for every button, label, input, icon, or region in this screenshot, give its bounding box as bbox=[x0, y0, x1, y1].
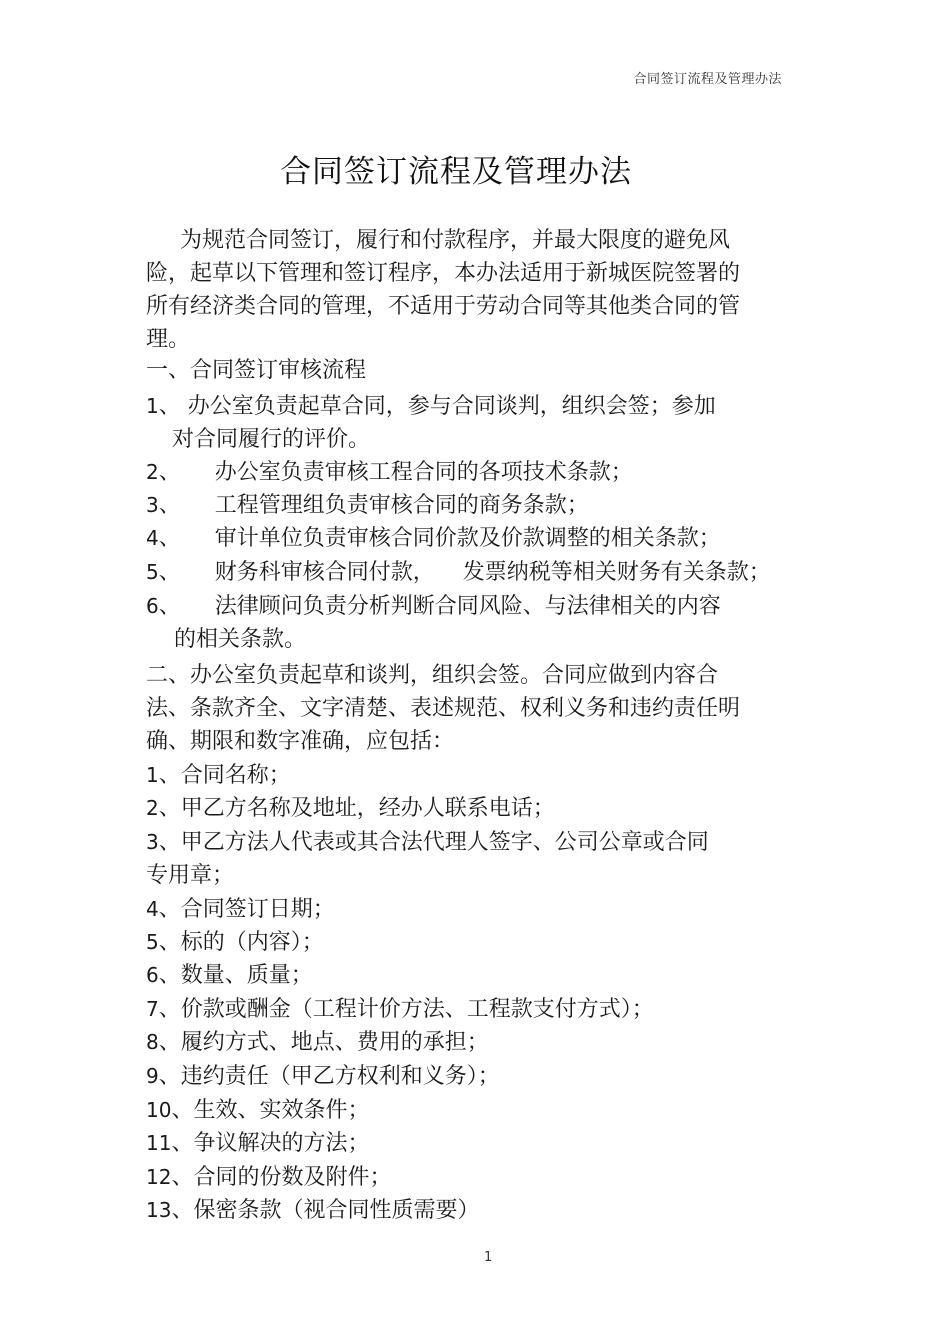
item-text: 、合同签订日期； bbox=[158, 897, 335, 922]
item-number: 10 bbox=[146, 1098, 172, 1122]
item-text-continued: 专用章； bbox=[146, 863, 235, 888]
item-number: 13 bbox=[146, 1198, 172, 1222]
intro-paragraph: 为规范合同签订，履行和付款程序，并最大限度的避免风险，起草以下管理和签订程序，本办法适用于新城医院签署的所有经济类合同的管理，不适用于劳动合同等其他类合同的管理。 bbox=[146, 228, 741, 352]
item-number: 9 bbox=[146, 1064, 159, 1088]
section2-item-6 bbox=[146, 959, 313, 992]
item-text: 、生效、实效条件； bbox=[171, 1098, 370, 1123]
section2-item-11 bbox=[146, 1127, 369, 1160]
item-text: 、合同的份数及附件； bbox=[171, 1165, 392, 1190]
item-number: 3 bbox=[146, 830, 159, 854]
item-text-continued: 对合同履行的评价。 bbox=[172, 427, 371, 452]
item-text: 、价款或酬金（工程计价方法、工程款支付方式）； bbox=[158, 997, 654, 1022]
section2-item-3 bbox=[146, 826, 746, 892]
section2-item-1 bbox=[146, 759, 291, 792]
item-number: 7 bbox=[146, 997, 159, 1021]
item-separator: 、 bbox=[158, 460, 181, 485]
item-separator: 、 bbox=[158, 560, 181, 585]
section2-item-4 bbox=[146, 893, 335, 926]
running-header: 合同签订流程及管理办法 bbox=[633, 72, 782, 87]
item-number: 2 bbox=[146, 460, 159, 484]
item-text: 、争议解决的方法； bbox=[171, 1131, 370, 1156]
item-number: 8 bbox=[146, 1030, 159, 1054]
item-text: 财务科审核合同付款， bbox=[214, 560, 435, 585]
section2-item-7 bbox=[146, 993, 654, 1026]
section1-item-5 bbox=[146, 556, 771, 589]
item-text: 、数量、质量； bbox=[158, 963, 313, 988]
section2-heading: 二、办公室负责起草和谈判，组织会签。合同应做到内容合法、条款齐全、文字清楚、表述规范、权利义务和违约责任明确、期限和数字准确，应包括： bbox=[146, 663, 741, 754]
section1-item-6 bbox=[146, 590, 746, 656]
item-number: 6 bbox=[146, 594, 159, 618]
section2-item-8 bbox=[146, 1026, 489, 1059]
section1-item-3 bbox=[146, 489, 589, 522]
item-number: 11 bbox=[146, 1131, 172, 1155]
section2-item-2 bbox=[146, 792, 555, 825]
section2-item-5 bbox=[146, 926, 324, 959]
item-number: 6 bbox=[146, 963, 159, 987]
item-text: 法律顾问负责分析判断合同风险、与法律相关的内容 bbox=[214, 594, 721, 619]
item-text: 审计单位负责审核合同价款及价款调整的相关条款； bbox=[214, 526, 721, 551]
item-text-continued: 的相关条款。 bbox=[174, 627, 307, 652]
item-text: 工程管理组负责审核合同的商务条款； bbox=[214, 493, 589, 518]
item-number: 1 bbox=[146, 394, 159, 418]
item-number: 4 bbox=[146, 526, 159, 550]
section2-item-9 bbox=[146, 1060, 500, 1093]
section1-item-4 bbox=[146, 522, 721, 555]
section1-item-2 bbox=[146, 456, 633, 489]
item-text: 办公室负责审核工程合同的各项技术条款； bbox=[214, 460, 633, 485]
item-text: 发票纳税等相关财务有关条款； bbox=[462, 560, 771, 585]
item-text: 、甲乙方法人代表或其合法代理人签字、公司公章或合同 bbox=[158, 830, 709, 855]
item-number: 5 bbox=[146, 930, 159, 954]
item-number: 4 bbox=[146, 897, 159, 921]
item-separator: 、 bbox=[158, 594, 181, 619]
item-separator: 、 bbox=[158, 526, 181, 551]
item-text: 、标的（内容）； bbox=[158, 930, 324, 955]
document-title: 合同签订流程及管理办法 bbox=[280, 154, 632, 190]
section1-item-1 bbox=[146, 390, 746, 456]
section2-item-10 bbox=[146, 1094, 369, 1127]
item-text: 、甲乙方名称及地址，经办人联系电话； bbox=[158, 796, 555, 821]
section2-item-13 bbox=[146, 1194, 479, 1227]
item-number: 5 bbox=[146, 560, 159, 584]
section1-heading: 一、合同签订审核流程 bbox=[146, 358, 367, 383]
item-separator: 、 bbox=[158, 493, 181, 518]
item-number: 12 bbox=[146, 1165, 172, 1189]
item-text: 、违约责任（甲乙方权利和义务）； bbox=[158, 1064, 500, 1089]
item-separator: 、 bbox=[158, 394, 181, 419]
section2-item-12 bbox=[146, 1161, 391, 1194]
item-text: 、保密条款（视合同性质需要） bbox=[171, 1198, 480, 1223]
item-text: 办公室负责起草合同，参与合同谈判，组织会签；参加 bbox=[187, 394, 716, 419]
item-number: 3 bbox=[146, 493, 159, 517]
item-number: 2 bbox=[146, 796, 159, 820]
page-number: 1 bbox=[484, 1250, 493, 1265]
item-number: 1 bbox=[146, 763, 159, 787]
item-text: 、合同名称； bbox=[158, 763, 291, 788]
item-text: 、履约方式、地点、费用的承担； bbox=[158, 1030, 489, 1055]
